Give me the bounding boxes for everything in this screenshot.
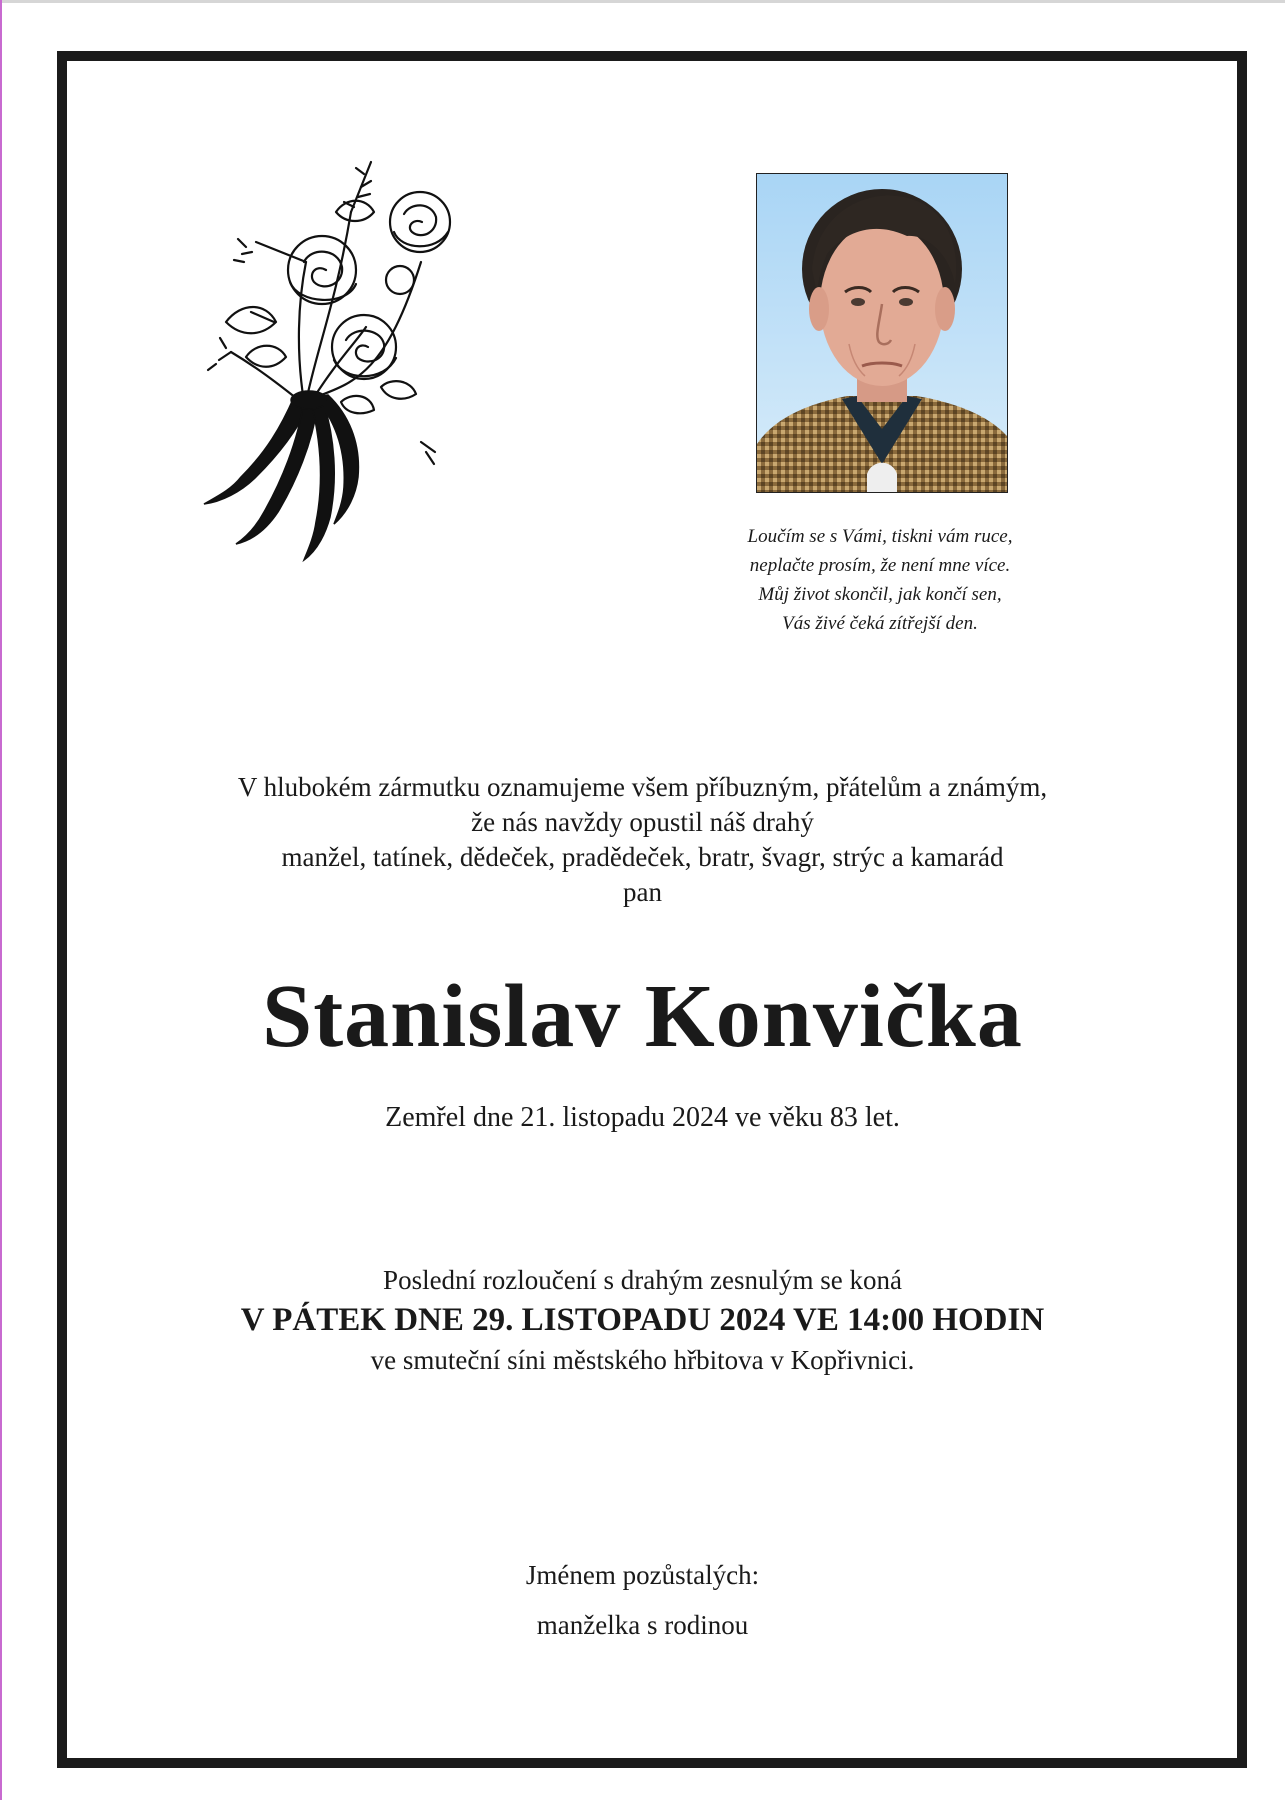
announcement-line: že nás navždy opustil náš drahý [471,807,814,837]
death-announcement [70,770,1215,910]
scan-left-edge [0,0,2,1800]
announcement-line: V hlubokém zármutku oznamujeme všem příbuzným, přátelům a známým, [237,772,1048,802]
signoff [70,1550,1215,1650]
death-date-line: Zemřel dne 21. listopadu 2024 ve věku 83 let. [385,1102,900,1133]
roses-bouquet-icon [186,152,466,572]
announcement-line: manžel, tatínek, dědeček, pradědeček, bratr, švagr, strýc a kamarád [281,842,1004,872]
portrait-photo [756,173,1008,493]
farewell-poem [660,522,1100,638]
funeral-place: ve smuteční síni městského hřbitova v Kopřivnici. [370,1345,915,1375]
poem-line: Loučím se s Vámi, tiskni vám ruce, [747,526,1013,547]
signoff-line1: Jménem pozůstalých: [525,1560,760,1590]
poem-line: neplačte prosím, že není mne více. [749,555,1011,576]
announcement-line: pan [623,877,662,907]
deceased-name: Stanislav Konvička [262,967,1023,1066]
scan-top-edge [0,0,1285,3]
poem-line: Vás živé čeká zítřejší den. [782,613,978,634]
funeral-intro: Poslední rozloučení s drahým zesnulým se koná [383,1265,902,1295]
funeral-date: V PÁTEK DNE 29. LISTOPADU 2024 VE 14:00 HODIN [240,1302,1045,1338]
funeral-info [70,1262,1215,1378]
poem-line: Můj život skončil, jak končí sen, [758,584,1002,605]
signoff-line2: manželka s rodinou [536,1610,749,1640]
